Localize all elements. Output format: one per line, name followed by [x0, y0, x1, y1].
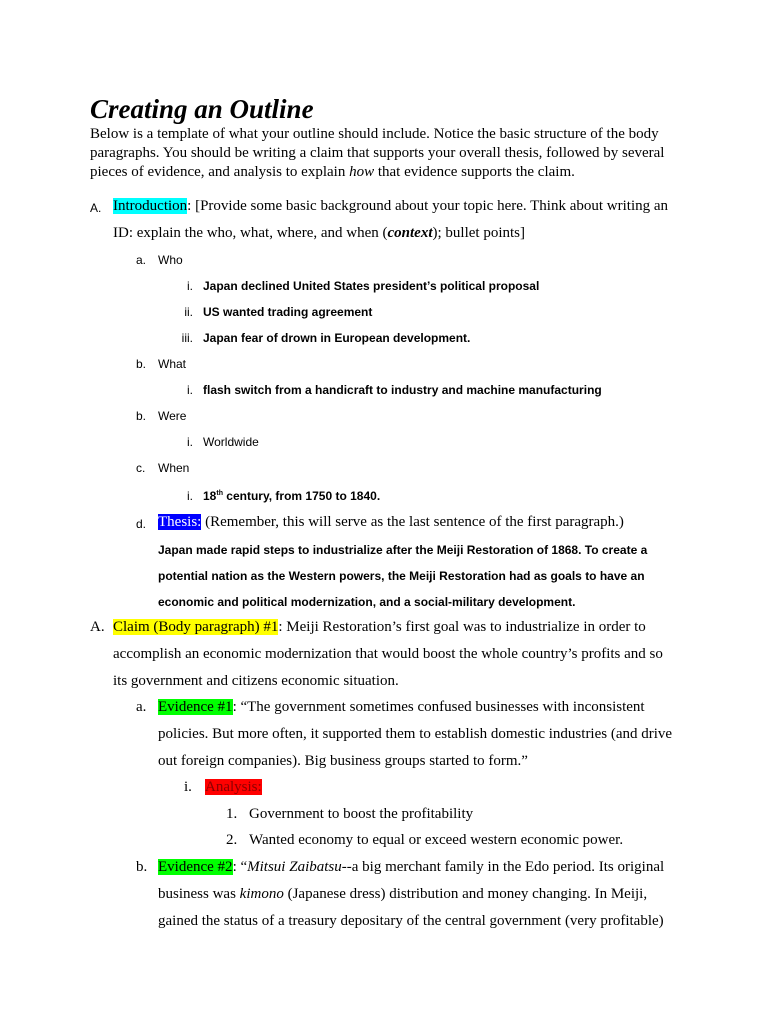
who-item-2-marker: ii. — [184, 305, 193, 319]
what-label: What — [158, 357, 187, 371]
when-label: When — [158, 461, 190, 475]
evidence-1-line-2: policies. But more often, it supported them to establish domestic industries (and drive — [158, 726, 673, 742]
introduction-label: Introduction — [113, 198, 188, 214]
when-item-1: 18th century, from 1750 to 1840. — [203, 489, 381, 503]
evidence-2-line-3: gained the status of a treasury depositary of the central government (very profitable) — [158, 913, 664, 929]
what-marker: b. — [136, 357, 147, 371]
evidence-2-label: Evidence #2 — [158, 859, 233, 875]
thesis-label: Thesis: — [158, 514, 202, 530]
thesis-marker: d. — [136, 517, 147, 531]
when-item-1-marker: i. — [187, 489, 193, 503]
analysis-label: Analysis: — [205, 779, 262, 795]
what-item-1: flash switch from a handicraft to industry and machine manufacturing — [203, 383, 602, 397]
evidence-1-marker: a. — [136, 699, 147, 715]
analysis-line — [205, 779, 262, 796]
were-label: Were — [158, 409, 187, 423]
claim-line-1: Claim (Body paragraph) #1: Meiji Restoration’s first goal was to industrialize in order to — [113, 619, 646, 635]
thesis-statement-line-3: economic and political modernization, and a social-military development. — [158, 595, 576, 609]
intro-line-2: paragraphs. You should be writing a claim that supports your overall thesis, followed by several — [90, 145, 665, 161]
thesis-statement-line-1: Japan made rapid steps to industrialize after the Meiji Restoration of 1868. To create a — [158, 543, 648, 557]
were-item-1-marker: i. — [187, 435, 193, 449]
evidence-2-line-2: business was kimono (Japanese dress) distribution and money changing. In Meiji, — [158, 886, 648, 902]
analysis-item-2: Wanted economy to equal or exceed western economic power. — [249, 832, 624, 848]
evidence-2-marker: b. — [136, 859, 148, 875]
when-marker: c. — [136, 461, 146, 475]
who-item-3-marker: iii. — [181, 331, 193, 345]
what-item-1-marker: i. — [187, 383, 193, 397]
intro-line-3: pieces of evidence, and analysis to explain how that evidence supports the claim. — [90, 164, 575, 180]
introduction-line-1: Introduction: [Provide some basic background about your topic here. Think about writing an — [113, 198, 669, 214]
evidence-1-line-3: out foreign companies). Big business groups started to form.” — [158, 753, 528, 769]
claim-label: Claim (Body paragraph) #1 — [113, 619, 279, 635]
analysis-marker: i. — [184, 779, 192, 795]
claim-line-2: accomplish an economic modernization that would boost the whole country’s profits and so — [113, 646, 663, 662]
analysis-item-2-marker: 2. — [226, 832, 238, 848]
introduction-marker: A. — [90, 201, 102, 215]
thesis-statement-line-2: potential nation as the Western powers, the Meiji Restoration had as goals to have an — [158, 569, 645, 583]
claim-line-3: its government and citizens economic situation. — [113, 673, 399, 689]
analysis-item-1-marker: 1. — [226, 806, 238, 822]
analysis-item-1: Government to boost the profitability — [249, 806, 474, 822]
evidence-1-line-1: Evidence #1: “The government sometimes confused businesses with inconsistent — [158, 699, 645, 715]
who-item-2: US wanted trading agreement — [203, 305, 373, 319]
who-item-1-marker: i. — [187, 279, 193, 293]
were-marker: b. — [136, 409, 147, 423]
who-label: Who — [158, 253, 183, 267]
page-title: Creating an Outline — [90, 94, 314, 124]
were-item-1: Worldwide — [203, 435, 259, 449]
evidence-2-line-1: Evidence #2: “Mitsui Zaibatsu--a big merchant family in the Edo period. Its original — [158, 859, 665, 875]
intro-line-1: Below is a template of what your outline should include. Notice the basic structure of the body — [90, 126, 659, 142]
evidence-1-label: Evidence #1 — [158, 699, 233, 715]
who-item-1: Japan declined United States president’s political proposal — [203, 279, 540, 293]
who-marker: a. — [136, 253, 147, 267]
who-item-3: Japan fear of drown in European development. — [203, 331, 471, 345]
introduction-line-2: ID: explain the who, what, where, and when (context); bullet points] — [113, 225, 525, 241]
claim-marker: A. — [90, 619, 105, 635]
thesis-line: Thesis: (Remember, this will serve as the last sentence of the first paragraph.) — [158, 514, 624, 530]
